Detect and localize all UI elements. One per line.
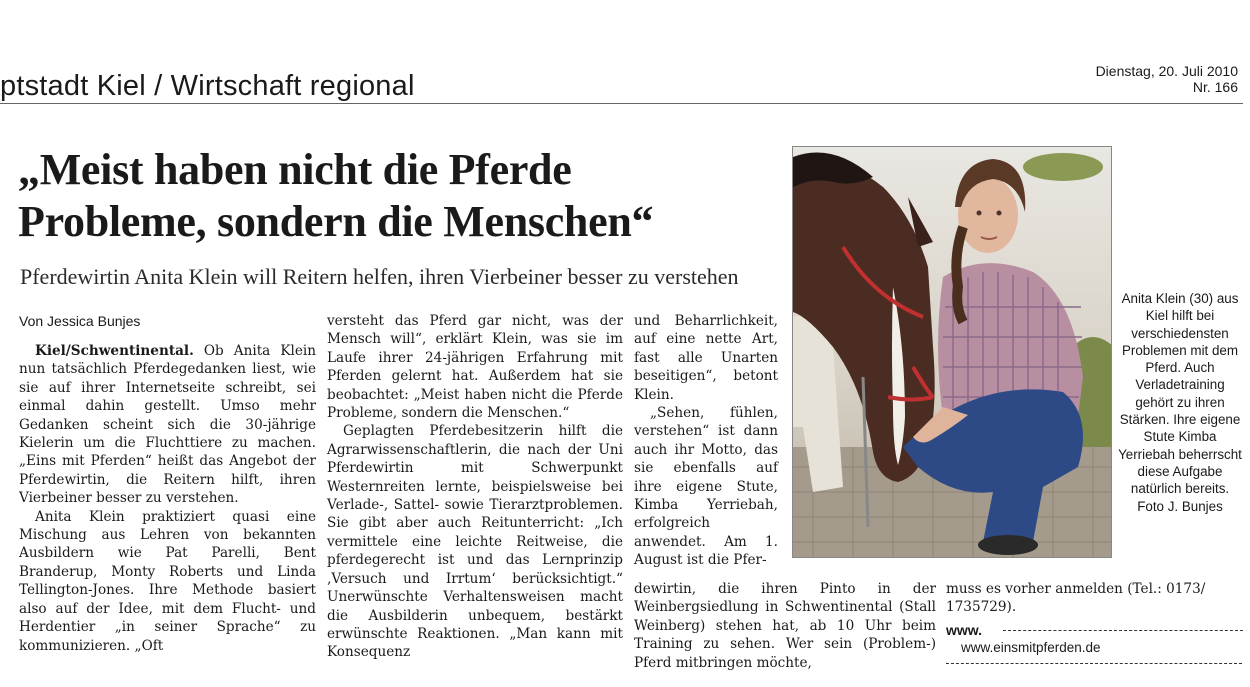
article-paragraph-1	[19, 342, 316, 508]
article-column-1	[19, 312, 316, 655]
header-rule	[0, 103, 1243, 104]
section-title: ptstadt Kiel / Wirtschaft regional	[0, 70, 415, 102]
web-divider	[1003, 630, 1243, 632]
article-paragraph-7: dewirtin, die ihren Pinto in der Weinbergsiedlung in Schwentinental (Stall Weinberg) stehen hat, ab 10 Uhr beim Training zu sehen. Wer sein (Problem-) Pferd mitbringen möchte,	[634, 581, 936, 671]
article-column-2	[327, 312, 623, 662]
author-byline: Von Jessica Bunjes	[19, 313, 141, 329]
issue-number: Nr. 166	[1192, 79, 1238, 95]
web-label: www.	[946, 622, 983, 638]
article-column-3-bottom	[634, 580, 936, 672]
article-paragraph-6: „Sehen, fühlen, verstehen“ ist dann auch ihr Motto, das sie ebenfalls auf ihre eigene Stute, Kimba Yerriebah, erfolgreich anwendet. Am 1. August ist die Pfer-	[634, 405, 778, 569]
headline-line-1: „Meist haben nicht die Pferde	[18, 145, 572, 194]
issue-date: Dienstag, 20. Juli 2010	[1095, 63, 1238, 79]
article-paragraph-5: und Beharrlichkeit, auf eine nette Art, fast alle Unarten beseitigen“, betont Klein.	[634, 313, 778, 403]
paragraph-1-text: Ob Anita Klein nun tatsächlich Pferdegedanken liest, wie sie auf ihrer Internetseite schreibt, sei einmal dahin gestellt. Umso mehr Gedanken scheint sich die 30-jährige Kielerin um die Fluchttiere zu machen. „Eins mit Pferden“ heißt das Angebot der Pferdewirtin, die Reitern hilft, ihren Vierbeiner besser zu verstehen.	[19, 343, 316, 507]
website-link[interactable]: www.einsmitpferden.de	[961, 640, 1101, 655]
article-column-4: muss es vorher anmelden (Tel.: 0173/ 1735729).	[946, 581, 1206, 616]
photo-caption: Anita Klein (30) aus Kiel hilft bei verschiedensten Problemen mit dem Pferd. Auch Verladetraining gehört zu ihren Stärken. Ihre eigene Stute Kimba Yerriebah beherrscht diese Aufgabe natürlich bereits. Foto J. Bunjes	[1118, 291, 1242, 514]
article-paragraph-4: Geplagten Pferdebesitzerin hilft die Agrarwissenschaftlerin, die nach der Uni Pferdewirtin mit Schwerpunkt Westernreiten lernte, beispielsweise bei Verlade-, Sattel- sowie Tierarztproblemen. Sie gibt aber auch Reitunterricht: „Ich vermittele eine leichte Reitweise, die pferdegerecht ist und das Lernprinzip ‚Versuch und Irrtum‘ berücksichtigt.“ Unerwünschte Verhaltensweisen macht die Ausbilderin unbequem, bestärkt erwünschte Reaktionen. „Man kann mit Konsequenz	[327, 423, 623, 661]
dateline: Kiel/Schwentinental.	[35, 343, 194, 359]
headline	[18, 144, 778, 248]
web-divider-bottom	[946, 663, 1242, 665]
article-paragraph-2: Anita Klein praktiziert quasi eine Mischung aus Lehren von bekannten Ausbildern wie Pat Parelli, Bent Branderup, Monty Roberts und Linda Tellington-Jones. Ihre Methode basiert also auf der Idee, mit dem Flucht- und Herdentier „in seiner Sprache“ zu kommunizieren. „Oft	[19, 508, 316, 654]
photo-illustration	[793, 147, 1111, 557]
headline-line-2: Probleme, sondern die Menschen“	[18, 197, 654, 246]
article-column-3	[634, 312, 778, 570]
issue-info	[1096, 63, 1238, 95]
article-paragraph-3: versteht das Pferd gar nicht, was der Mensch will“, erklärt Klein, was sie im Laufe ihrer 24-jährigen Erfahrung mit Pferden gelernt hat. Außerdem hat sie beobachtet: „Meist haben nicht die Pferde Probleme, sondern die Menschen.“	[327, 313, 623, 422]
article-photo	[792, 146, 1112, 558]
subheadline: Pferdewirtin Anita Klein will Reitern helfen, ihren Vierbeiner besser zu verstehen	[20, 264, 739, 289]
